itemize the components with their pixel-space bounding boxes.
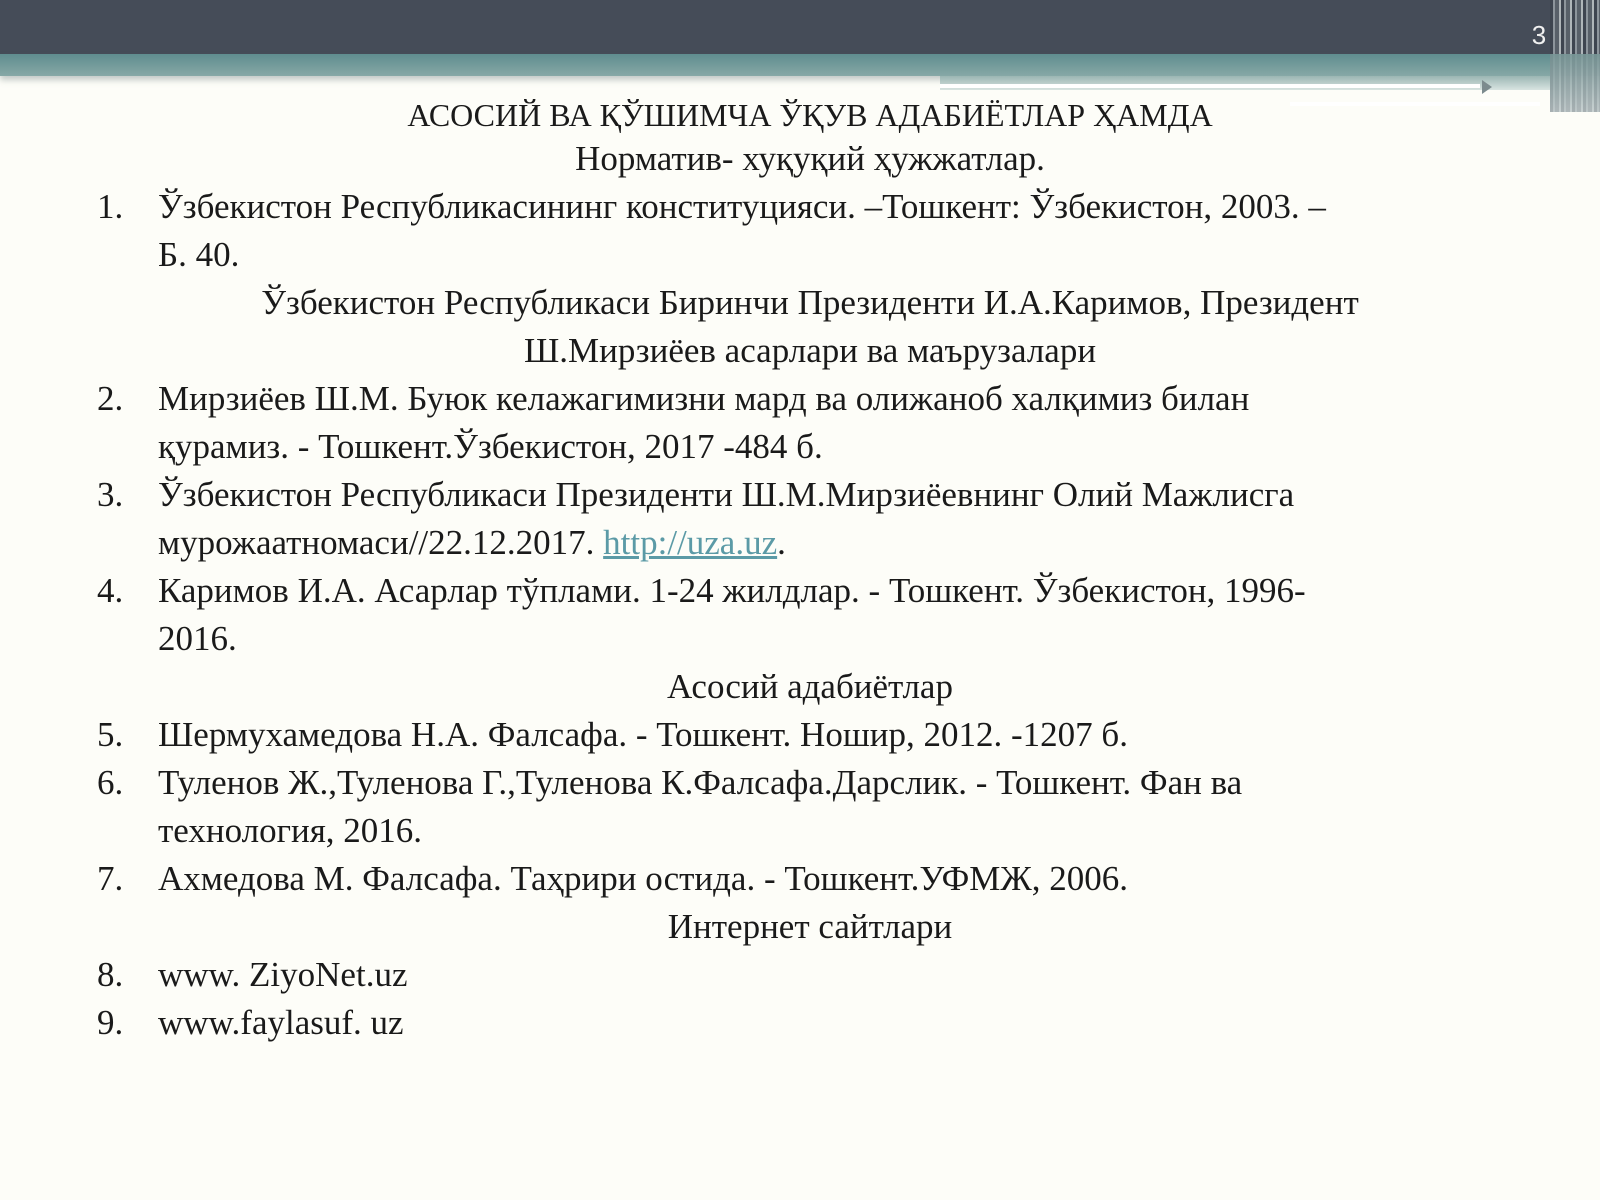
list-item-text: технология, 2016. — [158, 811, 423, 850]
list-item-text: Мирзиёев Ш.М. Буюк келажагимизни мард ва олижаноб халқимиз билан — [158, 379, 1250, 418]
header-band — [0, 0, 1600, 54]
list-item-number: 6. — [97, 763, 124, 802]
list-item-text: Туленов Ж.,Туленова Г.,Туленова К.Фалсафа.Дарслик. - Тошкент. Фан ва — [158, 763, 1243, 802]
section-heading-normative: Норматив- хуқуқий ҳужжатлар. — [575, 139, 1045, 178]
list-item-number: 7. — [97, 859, 124, 898]
list-item-text: Ўзбекистон Республикаси Президенти Ш.М.Мирзиёевнинг Олий Мажлисга — [158, 475, 1295, 514]
list-item-text: Б. 40. — [158, 235, 240, 274]
section-heading-presidents-cont: Ш.Мирзиёев асарлари ва маърузалари — [523, 331, 1097, 370]
list-item-text: мурожаатномаси//22.12.2017. — [158, 523, 604, 562]
list-item-text: Ўзбекистон Республикасининг конституцияси. –Тошкент: Ўзбекистон, 2003. – — [158, 187, 1326, 226]
section-heading-internet-sites: Интернет сайтлари — [667, 907, 953, 946]
list-item-number: 3. — [97, 475, 124, 514]
decorative-line — [940, 84, 1480, 88]
slide-page-number: 3 — [1531, 20, 1547, 50]
list-item-text-with-link — [158, 519, 1548, 567]
list-item-text: . — [777, 523, 786, 562]
list-item-text: Каримов И.А. Асарлар тўплами. 1-24 жилдлар. - Тошкент. Ўзбекистон, 1996- — [158, 571, 1306, 610]
list-item-number: 4. — [97, 571, 124, 610]
list-item-text: www.faylasuf. uz — [158, 1003, 404, 1042]
list-item-number: 1. — [97, 187, 124, 226]
section-heading-main-literature: Асосий адабиётлар — [667, 667, 953, 706]
arrow-right-icon — [1482, 80, 1492, 94]
list-item-text: қурамиз. - Тошкент.Ўзбекистон, 2017 -484 б. — [158, 427, 823, 466]
list-item-text: Ахмедова М. Фалсафа. Таҳрири остида. - Тошкент.УФМЖ, 2006. — [158, 859, 1128, 898]
list-item-text: Шермухамедова Н.А. Фалсафа. - Тошкент. Нoшир, 2012. -1207 б. — [158, 715, 1128, 754]
list-item-text: 2016. — [158, 619, 237, 658]
list-item-number: 5. — [97, 715, 124, 754]
list-item-number: 2. — [97, 379, 124, 418]
section-heading-presidents: Ўзбекистон Республикаси Биринчи Президенти И.А.Каримов, Президент — [261, 283, 1359, 322]
slide-title: АСОСИЙ ВА ҚЎШИМЧА ЎҚУВ АДАБИЁТЛАР ҲАМДА — [407, 97, 1213, 133]
list-item-text: www. ZiyoNet.uz — [158, 955, 408, 994]
uza-link[interactable]: http://uza.uz — [603, 523, 778, 562]
list-item-number: 8. — [97, 955, 124, 994]
list-item-number: 9. — [97, 1003, 124, 1042]
accent-band — [0, 54, 1600, 76]
